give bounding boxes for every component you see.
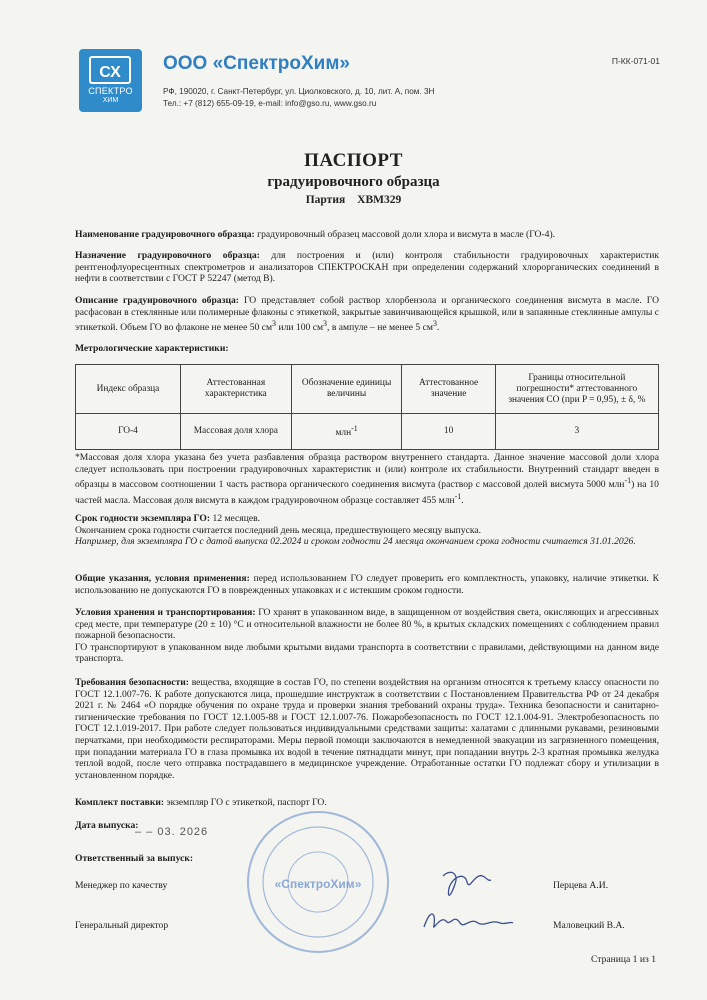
company-seal-icon — [244, 808, 392, 956]
batch-value: XBM329 — [357, 194, 402, 206]
company-address: РФ, 190020, г. Санкт-Петербург, ул. Циолковского, д. 10, лит. А, пом. 3Н — [163, 87, 435, 96]
shelf-life-section — [75, 513, 659, 548]
table-header-cell: Аттестованное значение — [402, 365, 495, 414]
footnote-text-2: ) на 10 частей масла. Массовая доля висмута в каждом градуировочном образце составляет 455 млн — [75, 479, 659, 507]
document-subtitle: градуировочного образца — [267, 174, 440, 190]
metrology-table — [75, 364, 659, 450]
shelf-life-example: Например, для экземпляра ГО с датой выпуска 02.2024 и сроком годности 24 месяца окончанием срока годности считается 31.01.2026. — [75, 536, 636, 548]
table-cell-error: 3 — [495, 414, 658, 450]
unit-text: млн — [335, 428, 352, 439]
signature-general-director — [420, 905, 515, 935]
page-number: Страница 1 из 1 — [590, 954, 656, 965]
table-cell-unit — [291, 414, 402, 450]
logo-text-line1: СПЕКТРО — [88, 86, 133, 96]
footnote — [75, 452, 659, 507]
footnote-text-3: . — [461, 495, 464, 507]
general-label: Общие указания, условия применения: — [75, 573, 250, 584]
quality-manager-label: Менеджер по качеству — [75, 880, 168, 891]
sample-name-section — [75, 229, 659, 241]
kit-section — [75, 797, 659, 809]
shelf-life-value: 12 месяцев. — [210, 513, 261, 524]
release-date-stamp: – – 03. 2026 — [135, 826, 209, 838]
description-text-1: ГО представляет собой раствор хлорбензола и органического соединения висмута в масле. ГО расфасован в стеклянные или полимерные флаконы с этикеткой, закрытые завинчивающейся крышкой, или в запаянные стеклянные ампулы с этикеткой. Объем ГО во флаконе не менее 50 см — [75, 295, 659, 334]
batch-line — [0, 194, 707, 206]
description-section — [75, 295, 659, 334]
table-header-cell: Аттестованная характеристика — [180, 365, 291, 414]
description-sup-1: 3 — [272, 319, 277, 329]
table-header-row — [76, 365, 659, 414]
shelf-life-label: Срок годности экземпляра ГО: — [75, 513, 211, 524]
footnote-text-1: *Массовая доля хлора указана без учета разбавления образца раствором внутреннего стандарта. Данное значение массовой доли хлора следует использовать при построении градуировочных характеристик и (или) контроле их стабильности. Внутренний стандарт введен в образцы в массовом соотношении 1 часть раствора органического соединения висмута (раствор с массовой долей висмута 5000 млн — [75, 452, 659, 491]
release-date-label: Дата выпуска: — [75, 820, 139, 831]
safety-text: вещества, входящие в состав ГО, по степени воздействия на организм относятся к третьему классу опасности по ГОСТ 12.1.007-76. К работе допускаются лица, прошедшие инструктаж в соответствии с Постановлением Правительства РФ от 24 декабря 2021 г. № 2464 «О порядке обучения по охране труда и проверки знания требований охраны труда». Техника безопасности и санитарно-гигиенические требования по ГОСТ 12.1.005-88 и ГОСТ 12.1.007-76. Пожаробезопасность по ГОСТ 12.1.004-91. Электробезопасность по ГОСТ 12.1.019-2017. При работе следует пользоваться индивидуальными средствами защиты: халатами с длинными рукавами, резиновыми перчатками, при необходимости респираторами. Меры первой помощи заключаются в немедленной эвакуации из загрязненного помещения, при попадании материала ГО в глаза промывка их водой в течение пятнадцати минут, при попадании внутрь 2-3 кратная промывка желудка теплой водой, после чего отправка пострадавшего в медицинское учреждение. Отработанные остатки ГО подлежат сбору и утилизации в установленном порядке. — [75, 677, 659, 781]
footnote-sup-2: -1 — [454, 491, 462, 501]
metrology-label: Метрологические характеристики: — [75, 343, 229, 354]
footnote-sup-1: -1 — [624, 476, 632, 486]
signature-quality-manager — [437, 866, 497, 904]
table-cell-index: ГО-4 — [76, 414, 181, 450]
storage-text-2: ГО транспортируют в упакованном виде любыми крытыми видами транспорта в соответствии с правилами, действующими на данном виде транспорта. — [75, 641, 659, 665]
description-sup-3: 3 — [432, 319, 437, 329]
logo-abbr: СХ — [99, 64, 121, 81]
logo-text-line2: ХИМ — [102, 97, 119, 104]
logo-mark-icon — [88, 55, 132, 85]
safety-label: Требования безопасности: — [75, 677, 189, 688]
company-contacts: Тел.: +7 (812) 655-09-19, e-mail: info@gso.ru, www.gso.ru — [163, 99, 377, 108]
general-director-name: Маловецкий В.А. — [553, 920, 625, 931]
unit-sup: -1 — [351, 424, 358, 434]
purpose-text: для построения и (или) контроля стабильности градуировочных характеристик рентгенофлуоресцентных спектрометров и анализаторов СПЕКТРОСКАН при определении содержаний хлорорганических соединений в нефти в соответствии с ГОСТ Р 52247 (метод В). — [75, 250, 659, 285]
table-header-cell: Границы относительной погрешности* аттестованного значения СО (при P = 0,95), ± δ, % — [495, 365, 658, 414]
table-header-cell: Обозначение единицы величины — [291, 365, 402, 414]
company-name: ООО «СпектроХим» — [163, 53, 350, 74]
batch-label: Партия — [305, 194, 346, 206]
table-cell-value: 10 — [402, 414, 495, 450]
general-text: перед использованием ГО следует проверить его комплектность, упаковку, наличие этикетки. К использованию не допускаются ГО в поврежденных упаковках и с истекшим сроком годности. — [75, 573, 659, 596]
seal-text: «СпектроХим» — [274, 877, 362, 891]
company-logo — [79, 49, 142, 112]
kit-text: экземпляр ГО с этикеткой, паспорт ГО. — [164, 797, 327, 808]
storage-label: Условия хранения и транспортирования: — [75, 607, 256, 618]
description-label: Описание градуировочного образца: — [75, 295, 239, 306]
document-title: ПАСПОРТ — [304, 150, 403, 171]
table-cell-characteristic: Массовая доля хлора — [180, 414, 291, 450]
safety-section — [75, 677, 659, 781]
sample-name-label: Наименование градуировочного образца: — [75, 229, 255, 240]
storage-section — [75, 607, 659, 665]
document-number: П-КК-071-01 — [611, 56, 660, 66]
description-text-2: или 100 см — [276, 322, 324, 334]
table-header-cell: Индекс образца — [76, 365, 181, 414]
description-text-4: . — [436, 322, 440, 334]
quality-manager-name: Перцева А.И. — [553, 880, 609, 891]
storage-text: ГО хранят в упакованном виде, в защищенном от воздействия света, окисляющих и агрессивных сред месте, при температуре (20 ± 10) °С и относительной влажности не более 80 %, в крытых складских помещениях с соблюдением правил пожарной безопасности. — [75, 607, 659, 642]
shelf-life-note: Окончанием срока годности считается последний день месяца, предшествующего месяцу выпуска. — [75, 524, 482, 536]
description-text-3: , в ампуле – не менее 5 см — [327, 322, 433, 334]
responsible-label: Ответственный за выпуск: — [75, 853, 194, 864]
kit-label: Комплект поставки: — [75, 797, 165, 808]
general-section — [75, 573, 659, 596]
general-director-label: Генеральный директор — [75, 920, 169, 931]
sample-name-text: градуировочный образец массовой доли хлора и висмута в масле (ГО-4). — [254, 229, 556, 240]
purpose-label: Назначение градуировочного образца: — [75, 250, 260, 261]
description-sup-2: 3 — [323, 319, 328, 329]
table-row — [76, 414, 659, 450]
purpose-section — [75, 250, 659, 285]
